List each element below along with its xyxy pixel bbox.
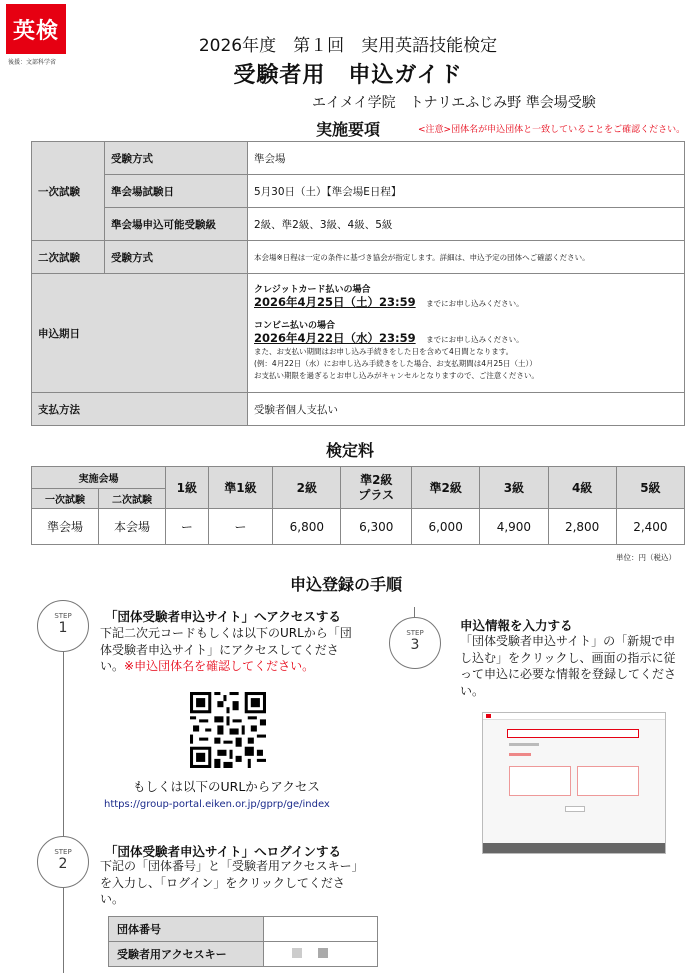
price-cell: ー: [208, 509, 273, 545]
step-2-text: 下記の「団体番号」と「受験者用アクセスキー」を入力し、「ログイン」をクリックしてください。: [100, 859, 358, 906]
grades-label: 準会場申込可能受験級: [105, 208, 248, 241]
step-1-warning: ※申込団体名を確認してください。: [124, 659, 315, 673]
exam-method-value: 準会場: [248, 142, 685, 175]
card-heading: クレジットカード払いの場合: [254, 285, 371, 295]
step-2-badge: [37, 836, 89, 888]
venue-header: 実施会場: [32, 467, 166, 489]
step-1-desc: 下記二次元コードもしくは以下のURLから「団体受験者申込サイト」にアクセスしてください。: [100, 626, 352, 673]
second-method-value: 本会場※日程は一定の条件に基づき協会が指定します。詳細は、申込予定の団体へご確認ください。: [248, 241, 685, 274]
price-cell: 2,400: [616, 509, 684, 545]
fees-table: [31, 466, 685, 545]
conv-note-1: また、お支払い期間はお申し込み手続きをした日を含めて4日間となります。: [254, 347, 514, 356]
timeline-line: [414, 607, 415, 617]
grade-header: 準2級 プラス: [341, 467, 412, 509]
page-title: 受験者用 申込ガイド: [233, 63, 463, 88]
second-venue-cell: 本会場: [99, 509, 166, 545]
overview-table: [31, 141, 685, 426]
exam-title-line: 2026年度 第１回 実用英語技能検定: [198, 36, 498, 56]
grade-header: 準1級: [208, 467, 273, 509]
conv-date: 2026年4月22日（水）23:59: [254, 331, 416, 345]
timeline-line: [63, 886, 64, 973]
deadline-label: 申込期日: [32, 274, 248, 393]
access-key-value: [264, 942, 378, 967]
qr-code[interactable]: [190, 692, 266, 768]
grade-header: 4級: [548, 467, 616, 509]
eiken-logo: 英検: [6, 4, 66, 54]
exam-date-value: 5月30日（土）【準会場E日程】: [248, 175, 685, 208]
price-cell: 2,800: [548, 509, 616, 545]
site-screenshot: [482, 712, 666, 854]
step-1-badge: [37, 600, 89, 652]
payment-label: 支払方法: [32, 393, 248, 426]
overview-note: <注意>団体名が申込団体と一致していることをご確認ください。: [418, 125, 686, 135]
timeline-line: [63, 650, 64, 840]
second-venue-header: 二次試験: [99, 489, 166, 509]
procedure-heading: 申込登録の手順: [290, 575, 403, 594]
exam-date-label: 準会場試験日: [105, 175, 248, 208]
exam-method-label: 受験方式: [105, 142, 248, 175]
step-word: STEP: [54, 848, 72, 856]
payment-value: 受験者個人支払い: [248, 393, 685, 426]
card-suffix: までにお申し込みください。: [426, 299, 524, 308]
group-number-value: [264, 917, 378, 942]
first-exam-label: 一次試験: [32, 142, 105, 241]
school-name: エイメイ学院 トナリエふじみ野 準会場受験: [312, 95, 596, 111]
step-3-title: 申込情報を入力する: [460, 618, 573, 633]
second-exam-label: 二次試験: [32, 241, 105, 274]
first-venue-header: 一次試験: [32, 489, 99, 509]
card-date: 2026年4月25日（土）23:59: [254, 295, 416, 309]
step-word: STEP: [54, 612, 72, 620]
login-info-table: [108, 916, 378, 967]
fee-unit: 単位：円（税込）: [616, 553, 676, 562]
step-number: 2: [58, 856, 68, 872]
price-cell: 6,800: [273, 509, 341, 545]
price-cell: 6,000: [412, 509, 480, 545]
conv-heading: コンビニ払いの場合: [254, 321, 336, 331]
sponsor-text: 後援：文部科学省: [8, 59, 57, 66]
conv-note-3: お支払い期限を過ぎるとお申し込みがキャンセルとなりますので、ご注意ください。: [254, 371, 539, 380]
grade-header: 1級: [166, 467, 209, 509]
step-2-title: 「団体受験者申込サイト」へログインする: [105, 844, 342, 859]
grade-header: 3級: [480, 467, 548, 509]
overview-heading: 実施要項: [316, 120, 381, 139]
first-venue-cell: 準会場: [32, 509, 99, 545]
step-1-text: [100, 625, 362, 675]
step-3-text: 「団体受験者申込サイト」の「新規で申し込む」をクリックし、画面の指示に従って申込に必要な情報を登録してください。: [460, 634, 677, 698]
price-cell: ー: [166, 509, 209, 545]
url-caption: もしくは以下のURLからアクセス: [133, 779, 320, 794]
grade-header: 2級: [273, 467, 341, 509]
price-cell: 6,300: [341, 509, 412, 545]
step-number: 3: [410, 637, 420, 653]
fees-heading: 検定料: [326, 441, 375, 460]
step-number: 1: [58, 620, 68, 636]
group-number-label: 団体番号: [109, 917, 264, 942]
access-key-label: 受験者用アクセスキー: [109, 942, 264, 967]
price-cell: 4,900: [480, 509, 548, 545]
grade-header: 準2級: [412, 467, 480, 509]
second-method-label: 受験方式: [105, 241, 248, 274]
deadline-value: [248, 274, 685, 393]
conv-suffix: までにお申し込みください。: [426, 335, 524, 344]
step-word: STEP: [406, 629, 424, 637]
step-1-title: 「団体受験者申込サイト」へアクセスする: [105, 609, 341, 624]
grade-header: 5級: [616, 467, 684, 509]
grades-value: 2級、準2級、3級、4級、5級: [248, 208, 685, 241]
conv-note-2: (例：4月22日（水）にお申し込み手続きをした場合、お支払期間は4月25日（土））: [254, 359, 537, 368]
portal-url-link[interactable]: https://group-portal.eiken.or.jp/gprp/ge/index: [104, 799, 330, 810]
step-3-badge: [389, 617, 441, 669]
